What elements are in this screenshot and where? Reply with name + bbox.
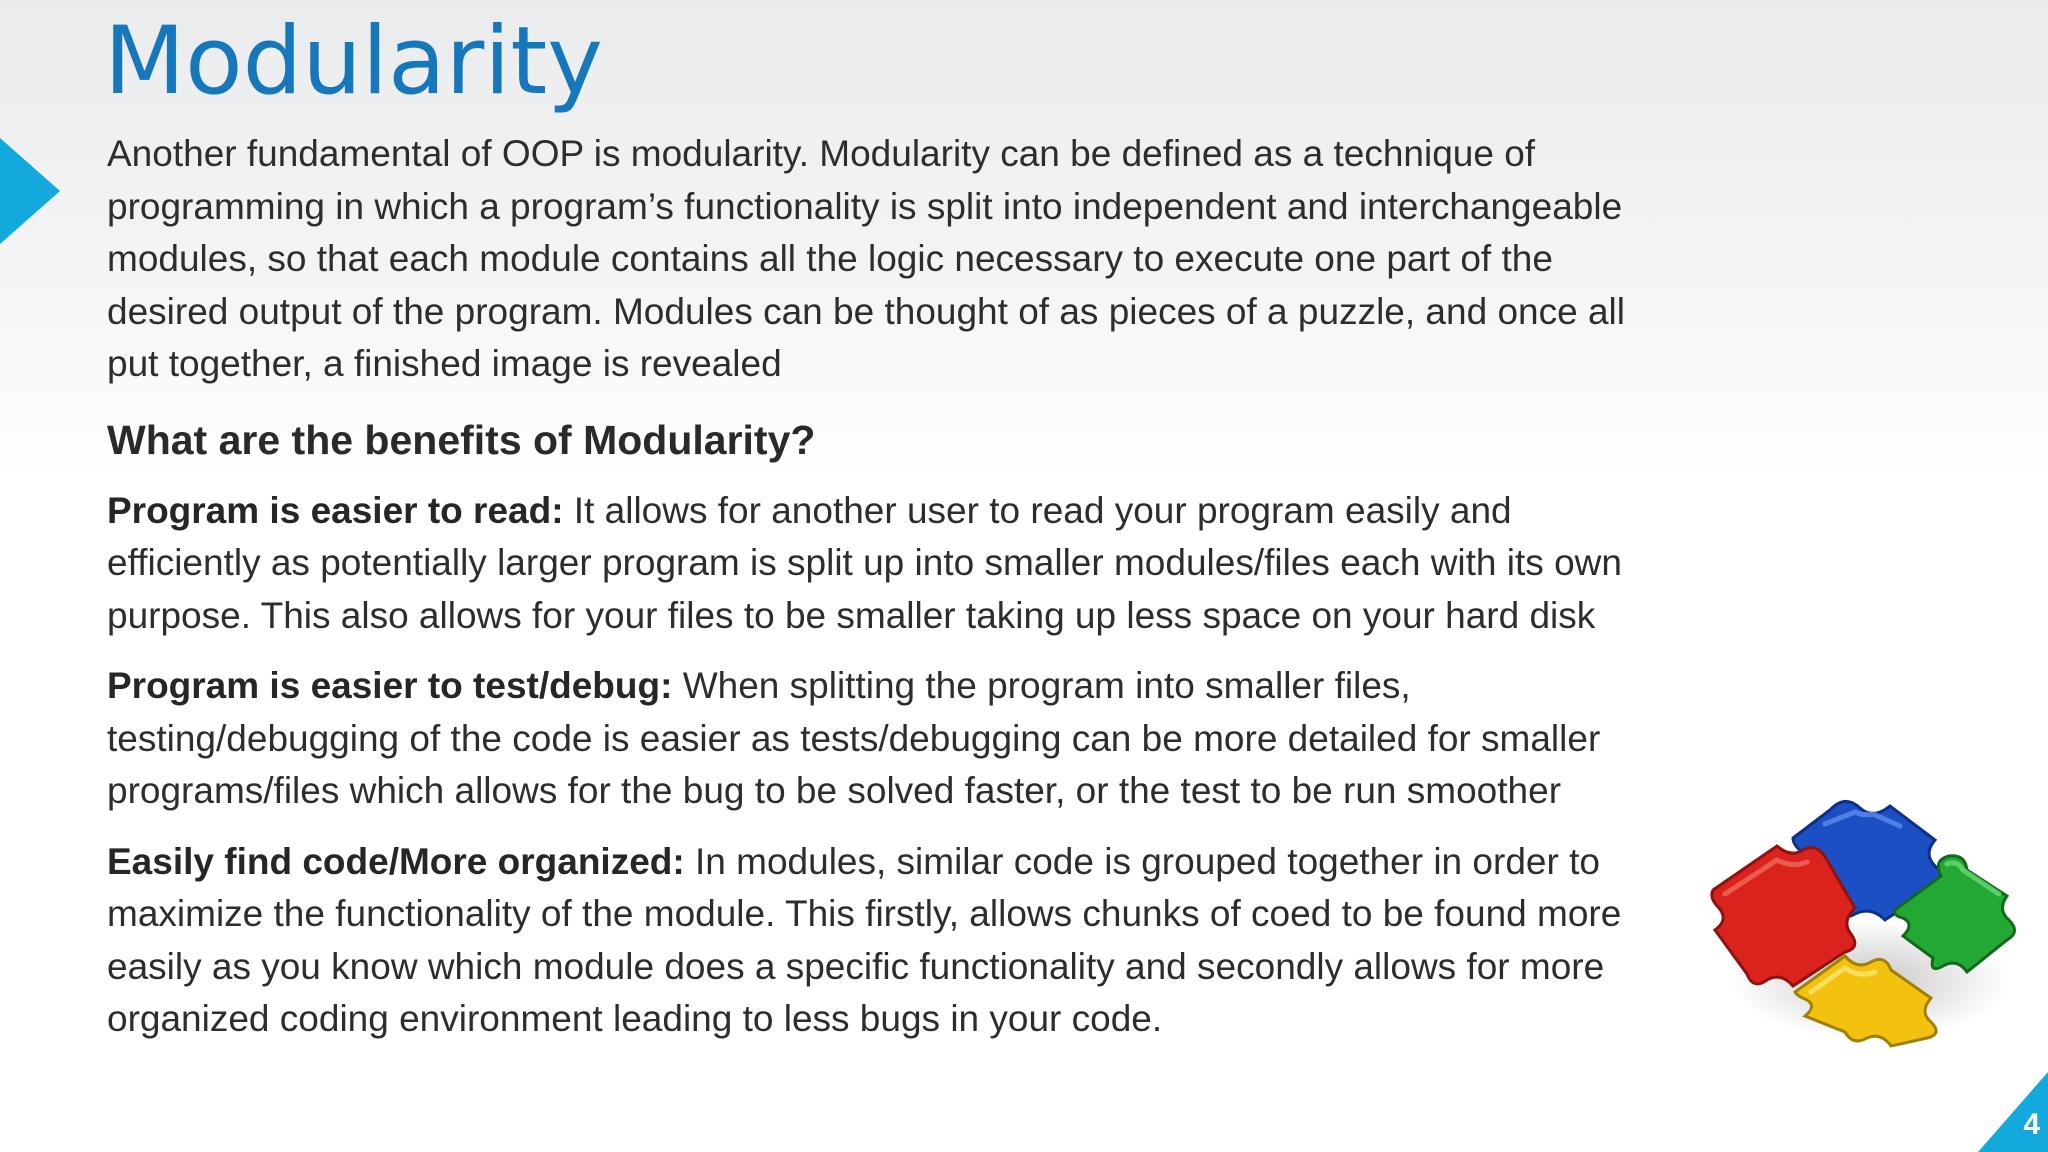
- benefit-label: Easily find code/More organized:: [107, 840, 685, 882]
- benefits-heading: What are the benefits of Modularity?: [107, 416, 816, 463]
- page-number: 4: [2023, 1108, 2040, 1141]
- benefit-text: When splitting the program into smaller files, testing/debugging of the code is easier as tests/debugging can be more detailed for smaller programs/files which allows for the bug to be solved faster, or the test to be run smoother: [107, 665, 1601, 811]
- intro-paragraph: Another fundamental of OOP is modularity. Modularity can be defined as a technique of programming in which a program’s functionality is split into independent and interchangeable modules, so that each module contains all the logic necessary to execute one part of the desired output of the program. Modules can be thought of as pieces of a puzzle, and once all put together, a finished image is revealed: [107, 133, 1625, 384]
- slide-content: [107, 128, 1672, 1064]
- slide-title: Modularity: [104, 7, 603, 116]
- benefit-text: In modules, similar code is grouped together in order to maximize the functionality of the module. This firstly, allows chunks of coed to be found more easily as you know which module does a specific functionality and secondly allows for more organized coding environment leading to less bugs in your code.: [107, 840, 1622, 1039]
- arrow-accent-icon: [0, 138, 60, 244]
- benefit-item-debug: [107, 660, 1672, 818]
- benefit-label: Program is easier to test/debug:: [107, 665, 673, 706]
- benefit-item-organized: [107, 836, 1672, 1046]
- puzzle-pieces-image: [1695, 780, 2025, 1050]
- benefit-text: It allows for another user to read your program easily and efficiently as potentially larger program is split up into smaller modules/files each with its own purpose. This also allows for your files to be smaller taking up less space on your hard disk: [107, 489, 1622, 636]
- benefit-label: Program is easier to read:: [107, 489, 564, 531]
- benefit-item-read: [107, 485, 1672, 643]
